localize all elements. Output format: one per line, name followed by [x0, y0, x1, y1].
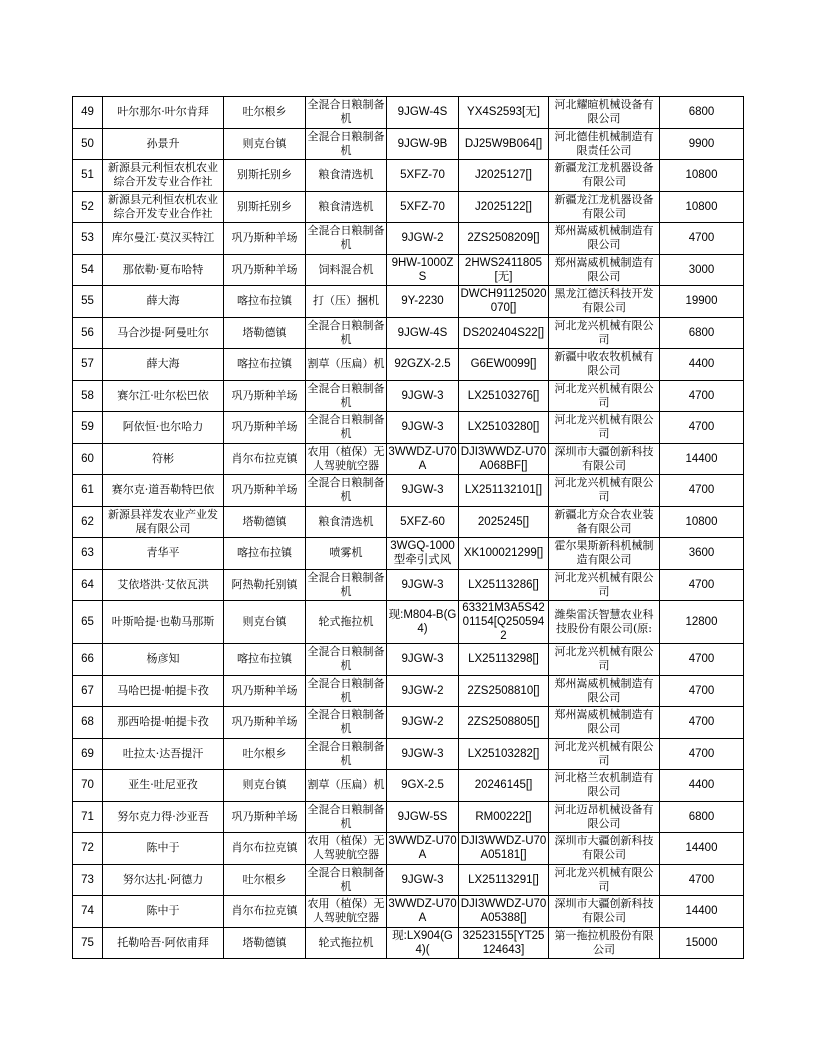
buyer-name: 陈中于 — [103, 833, 224, 865]
serial-number: 2ZS2508209[] — [459, 223, 549, 255]
machine-type: 全混合日粮制备机 — [306, 380, 387, 412]
row-number: 68 — [73, 707, 103, 739]
buyer-name: 叶斯哈提·也勒马那斯 — [103, 601, 224, 644]
manufacturer: 郑州嵩威机械制造有限公司 — [549, 707, 660, 739]
township: 则克台镇 — [224, 128, 306, 160]
buyer-name: 新源县元利恒农机农业综合开发专业合作社 — [103, 160, 224, 192]
subsidy-amount: 15000 — [660, 927, 744, 959]
model: 3WGQ-1000型牵引式风 — [387, 538, 459, 570]
township: 则克台镇 — [224, 770, 306, 802]
table-row — [73, 927, 744, 959]
serial-number: DJI3WWDZ-U70A05181[] — [459, 833, 549, 865]
serial-number: DS202404S22[] — [459, 317, 549, 349]
model: 现:LX904(G4)( — [387, 927, 459, 959]
manufacturer: 河北龙兴机械有限公司 — [549, 569, 660, 601]
township: 别斯托别乡 — [224, 191, 306, 223]
manufacturer: 河北龙兴机械有限公司 — [549, 864, 660, 896]
machine-type: 饲料混合机 — [306, 254, 387, 286]
manufacturer: 河北龙兴机械有限公司 — [549, 475, 660, 507]
subsidy-amount: 9900 — [660, 128, 744, 160]
serial-number: LX25103282[] — [459, 738, 549, 770]
model: 9HW-1000ZS — [387, 254, 459, 286]
row-number: 59 — [73, 412, 103, 444]
model: 5XFZ-70 — [387, 191, 459, 223]
manufacturer: 河北龙兴机械有限公司 — [549, 412, 660, 444]
row-number: 65 — [73, 601, 103, 644]
model: 9JGW-3 — [387, 475, 459, 507]
buyer-name: 艾依塔洪·艾依瓦洪 — [103, 569, 224, 601]
serial-number: 2025245[] — [459, 506, 549, 538]
row-number: 60 — [73, 443, 103, 475]
row-number: 52 — [73, 191, 103, 223]
serial-number: LX25103276[] — [459, 380, 549, 412]
subsidy-table — [72, 96, 744, 959]
buyer-name: 努尔克力得·沙亚吾 — [103, 801, 224, 833]
buyer-name: 新源县祥发农业产业发展有限公司 — [103, 506, 224, 538]
subsidy-amount: 4700 — [660, 644, 744, 676]
manufacturer: 郑州嵩威机械制造有限公司 — [549, 254, 660, 286]
subsidy-amount: 3000 — [660, 254, 744, 286]
serial-number: DJ25W9B064[] — [459, 128, 549, 160]
table-row — [73, 317, 744, 349]
township: 巩乃斯种羊场 — [224, 412, 306, 444]
serial-number: LX251132101[] — [459, 475, 549, 507]
serial-number: LX25103280[] — [459, 412, 549, 444]
buyer-name: 孙景升 — [103, 128, 224, 160]
machine-type: 全混合日粮制备机 — [306, 644, 387, 676]
manufacturer: 第一拖拉机股份有限公司 — [549, 927, 660, 959]
machine-type: 轮式拖拉机 — [306, 927, 387, 959]
township: 喀拉布拉镇 — [224, 644, 306, 676]
machine-type: 农用（植保）无人驾驶航空器 — [306, 833, 387, 865]
manufacturer: 深圳市大疆创新科技有限公司 — [549, 833, 660, 865]
table-row — [73, 896, 744, 928]
table-row — [73, 864, 744, 896]
manufacturer: 河北耀暄机械设备有限公司 — [549, 97, 660, 129]
buyer-name: 薛大海 — [103, 286, 224, 318]
buyer-name: 赛尔克·道吾勒特巴依 — [103, 475, 224, 507]
serial-number: DJI3WWDZ-U70A068BF[] — [459, 443, 549, 475]
serial-number: YX4S2593[无] — [459, 97, 549, 129]
row-number: 74 — [73, 896, 103, 928]
township: 阿热勒托别镇 — [224, 569, 306, 601]
table-row — [73, 801, 744, 833]
machine-type: 割草（压扁）机 — [306, 349, 387, 381]
subsidy-amount: 14400 — [660, 896, 744, 928]
table-row — [73, 223, 744, 255]
model: 3WWDZ-U70A — [387, 833, 459, 865]
manufacturer: 深圳市大疆创新科技有限公司 — [549, 896, 660, 928]
township: 巩乃斯种羊场 — [224, 380, 306, 412]
machine-type: 喷雾机 — [306, 538, 387, 570]
machine-type: 轮式拖拉机 — [306, 601, 387, 644]
model: 9Y-2230 — [387, 286, 459, 318]
machine-type: 全混合日粮制备机 — [306, 801, 387, 833]
row-number: 71 — [73, 801, 103, 833]
township: 巩乃斯种羊场 — [224, 475, 306, 507]
subsidy-amount: 4400 — [660, 770, 744, 802]
serial-number: J2025122[] — [459, 191, 549, 223]
model: 9JGW-3 — [387, 864, 459, 896]
serial-number: LX25113286[] — [459, 569, 549, 601]
township: 则克台镇 — [224, 601, 306, 644]
model: 3WWDZ-U70A — [387, 896, 459, 928]
model: 9JGW-9B — [387, 128, 459, 160]
township: 塔勒德镇 — [224, 506, 306, 538]
manufacturer: 河北迈昂机械设备有限公司 — [549, 801, 660, 833]
township: 巩乃斯种羊场 — [224, 675, 306, 707]
manufacturer: 郑州嵩威机械制造有限公司 — [549, 675, 660, 707]
row-number: 57 — [73, 349, 103, 381]
table-row — [73, 707, 744, 739]
township: 巩乃斯种羊场 — [224, 254, 306, 286]
model: 9JGW-2 — [387, 223, 459, 255]
manufacturer: 新疆北方众合农业装备有限公司 — [549, 506, 660, 538]
model: 9JGW-2 — [387, 675, 459, 707]
table-row — [73, 475, 744, 507]
buyer-name: 杨彦知 — [103, 644, 224, 676]
model: 9JGW-5S — [387, 801, 459, 833]
machine-type: 全混合日粮制备机 — [306, 707, 387, 739]
buyer-name: 马哈巴提·帕提卡孜 — [103, 675, 224, 707]
machine-type: 全混合日粮制备机 — [306, 864, 387, 896]
row-number: 67 — [73, 675, 103, 707]
model: 9JGW-3 — [387, 380, 459, 412]
table-row — [73, 675, 744, 707]
model: 5XFZ-60 — [387, 506, 459, 538]
buyer-name: 马合沙提·阿曼吐尔 — [103, 317, 224, 349]
buyer-name: 那西哈提·帕提卡孜 — [103, 707, 224, 739]
model: 3WWDZ-U70A — [387, 443, 459, 475]
township: 喀拉布拉镇 — [224, 286, 306, 318]
row-number: 75 — [73, 927, 103, 959]
model: 9GX-2.5 — [387, 770, 459, 802]
township: 喀拉布拉镇 — [224, 538, 306, 570]
subsidy-amount: 4700 — [660, 380, 744, 412]
subsidy-amount: 10800 — [660, 191, 744, 223]
model: 9JGW-4S — [387, 97, 459, 129]
row-number: 56 — [73, 317, 103, 349]
table-row — [73, 770, 744, 802]
row-number: 61 — [73, 475, 103, 507]
serial-number: 63321M3A5S4201154[Q2505942 — [459, 601, 549, 644]
model: 9JGW-3 — [387, 412, 459, 444]
subsidy-amount: 14400 — [660, 443, 744, 475]
township: 巩乃斯种羊场 — [224, 801, 306, 833]
machine-type: 全混合日粮制备机 — [306, 97, 387, 129]
serial-number: 2ZS2508810[] — [459, 675, 549, 707]
machine-type: 全混合日粮制备机 — [306, 412, 387, 444]
model: 9JGW-3 — [387, 644, 459, 676]
table-row — [73, 254, 744, 286]
subsidy-amount: 3600 — [660, 538, 744, 570]
buyer-name: 库尔曼江·莫汉买特江 — [103, 223, 224, 255]
table-row — [73, 833, 744, 865]
subsidy-amount: 4700 — [660, 864, 744, 896]
buyer-name: 亚生·吐尼亚孜 — [103, 770, 224, 802]
table-row — [73, 506, 744, 538]
subsidy-amount: 4700 — [660, 675, 744, 707]
machine-type: 粮食清选机 — [306, 506, 387, 538]
machine-type: 粮食清选机 — [306, 160, 387, 192]
subsidy-amount: 4700 — [660, 412, 744, 444]
manufacturer: 郑州嵩威机械制造有限公司 — [549, 223, 660, 255]
model: 9JGW-2 — [387, 707, 459, 739]
buyer-name: 符彬 — [103, 443, 224, 475]
serial-number: XK100021299[] — [459, 538, 549, 570]
model: 9JGW-4S — [387, 317, 459, 349]
row-number: 62 — [73, 506, 103, 538]
row-number: 53 — [73, 223, 103, 255]
subsidy-amount: 14400 — [660, 833, 744, 865]
buyer-name: 阿依恒·也尔哈力 — [103, 412, 224, 444]
machine-type: 全混合日粮制备机 — [306, 128, 387, 160]
manufacturer: 河北龙兴机械有限公司 — [549, 380, 660, 412]
row-number: 54 — [73, 254, 103, 286]
subsidy-amount: 6800 — [660, 97, 744, 129]
row-number: 73 — [73, 864, 103, 896]
serial-number: 2HWS2411805[无] — [459, 254, 549, 286]
table-row — [73, 569, 744, 601]
buyer-name: 新源县元利恒农机农业综合开发专业合作社 — [103, 191, 224, 223]
buyer-name: 赛尔江·吐尔松巴依 — [103, 380, 224, 412]
manufacturer: 河北龙兴机械有限公司 — [549, 644, 660, 676]
township: 巩乃斯种羊场 — [224, 707, 306, 739]
buyer-name: 青华平 — [103, 538, 224, 570]
manufacturer: 潍柴雷沃智慧农业科技股份有限公司(原: — [549, 601, 660, 644]
row-number: 49 — [73, 97, 103, 129]
machine-type: 全混合日粮制备机 — [306, 317, 387, 349]
serial-number: DJI3WWDZ-U70A05388[] — [459, 896, 549, 928]
township: 肖尔布拉克镇 — [224, 896, 306, 928]
table-row — [73, 286, 744, 318]
buyer-name: 吐拉太·达吾提汗 — [103, 738, 224, 770]
buyer-name: 叶尔那尔·叶尔肯拜 — [103, 97, 224, 129]
serial-number: LX25113298[] — [459, 644, 549, 676]
township: 肖尔布拉克镇 — [224, 443, 306, 475]
manufacturer: 新疆中收农牧机械有限公司 — [549, 349, 660, 381]
manufacturer: 河北德佳机械制造有限责任公司 — [549, 128, 660, 160]
subsidy-amount: 6800 — [660, 801, 744, 833]
row-number: 55 — [73, 286, 103, 318]
machine-type: 全混合日粮制备机 — [306, 675, 387, 707]
machine-type: 全混合日粮制备机 — [306, 738, 387, 770]
subsidy-amount: 19900 — [660, 286, 744, 318]
buyer-name: 陈中于 — [103, 896, 224, 928]
buyer-name: 托勒哈吾·阿依甫拜 — [103, 927, 224, 959]
township: 喀拉布拉镇 — [224, 349, 306, 381]
table-row — [73, 412, 744, 444]
serial-number: G6EW0099[] — [459, 349, 549, 381]
buyer-name: 那依勒·夏布哈特 — [103, 254, 224, 286]
township: 吐尔根乡 — [224, 97, 306, 129]
township: 巩乃斯种羊场 — [224, 223, 306, 255]
model: 5XFZ-70 — [387, 160, 459, 192]
subsidy-amount: 4700 — [660, 475, 744, 507]
subsidy-amount: 4700 — [660, 569, 744, 601]
serial-number: DWCH91125020070[] — [459, 286, 549, 318]
subsidy-amount: 4400 — [660, 349, 744, 381]
table-row — [73, 538, 744, 570]
table-row — [73, 349, 744, 381]
subsidy-amount: 6800 — [660, 317, 744, 349]
table-row — [73, 443, 744, 475]
subsidy-amount: 12800 — [660, 601, 744, 644]
manufacturer: 新疆龙江龙机器设备有限公司 — [549, 160, 660, 192]
machine-type: 粮食清选机 — [306, 191, 387, 223]
township: 塔勒德镇 — [224, 927, 306, 959]
row-number: 63 — [73, 538, 103, 570]
machine-type: 农用（植保）无人驾驶航空器 — [306, 443, 387, 475]
township: 吐尔根乡 — [224, 864, 306, 896]
manufacturer: 新疆龙江龙机器设备有限公司 — [549, 191, 660, 223]
machine-type: 全混合日粮制备机 — [306, 223, 387, 255]
machine-type: 农用（植保）无人驾驶航空器 — [306, 896, 387, 928]
serial-number: 32523155[YT25124643] — [459, 927, 549, 959]
subsidy-amount: 10800 — [660, 160, 744, 192]
township: 别斯托别乡 — [224, 160, 306, 192]
row-number: 66 — [73, 644, 103, 676]
township: 吐尔根乡 — [224, 738, 306, 770]
table-row — [73, 191, 744, 223]
table-row — [73, 160, 744, 192]
machine-type: 割草（压扁）机 — [306, 770, 387, 802]
serial-number: RM00222[] — [459, 801, 549, 833]
machine-type: 全混合日粮制备机 — [306, 569, 387, 601]
manufacturer: 河北龙兴机械有限公司 — [549, 317, 660, 349]
table-row — [73, 97, 744, 129]
row-number: 58 — [73, 380, 103, 412]
manufacturer: 河北龙兴机械有限公司 — [549, 738, 660, 770]
model: 9JGW-3 — [387, 738, 459, 770]
row-number: 72 — [73, 833, 103, 865]
township: 塔勒德镇 — [224, 317, 306, 349]
manufacturer: 深圳市大疆创新科技有限公司 — [549, 443, 660, 475]
model: 9JGW-3 — [387, 569, 459, 601]
manufacturer: 霍尔果斯新科机械制造有限公司 — [549, 538, 660, 570]
manufacturer: 河北格兰农机制造有限公司 — [549, 770, 660, 802]
model: 现:M804-B(G4) — [387, 601, 459, 644]
serial-number: 2ZS2508805[] — [459, 707, 549, 739]
table-row — [73, 644, 744, 676]
row-number: 70 — [73, 770, 103, 802]
subsidy-amount: 4700 — [660, 738, 744, 770]
table-row — [73, 738, 744, 770]
buyer-name: 努尔达扎·阿德力 — [103, 864, 224, 896]
machine-type: 打（压）捆机 — [306, 286, 387, 318]
machine-type: 全混合日粮制备机 — [306, 475, 387, 507]
subsidy-amount: 4700 — [660, 707, 744, 739]
model: 92GZX-2.5 — [387, 349, 459, 381]
subsidy-amount: 10800 — [660, 506, 744, 538]
serial-number: LX25113291[] — [459, 864, 549, 896]
row-number: 69 — [73, 738, 103, 770]
manufacturer: 黑龙江德沃科技开发有限公司 — [549, 286, 660, 318]
row-number: 51 — [73, 160, 103, 192]
row-number: 50 — [73, 128, 103, 160]
township: 肖尔布拉克镇 — [224, 833, 306, 865]
buyer-name: 薛大海 — [103, 349, 224, 381]
row-number: 64 — [73, 569, 103, 601]
table-row — [73, 128, 744, 160]
serial-number: J2025127[] — [459, 160, 549, 192]
table-row — [73, 380, 744, 412]
table-row — [73, 601, 744, 644]
subsidy-amount: 4700 — [660, 223, 744, 255]
serial-number: 20246145[] — [459, 770, 549, 802]
